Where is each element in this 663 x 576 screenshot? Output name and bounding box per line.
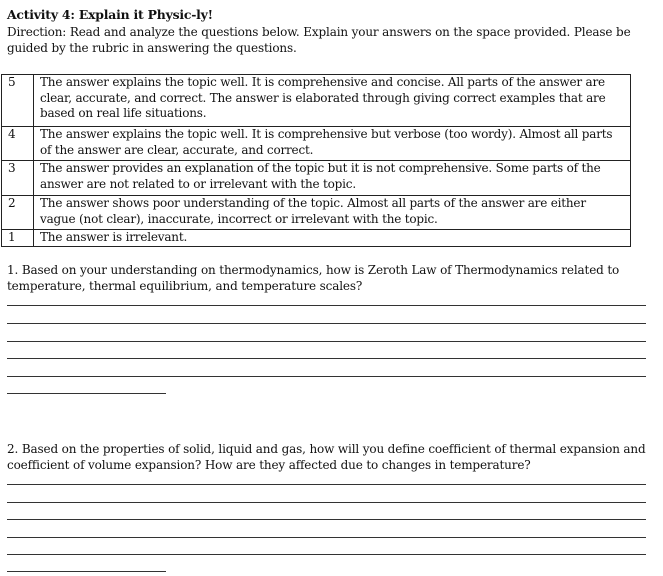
activity-title: Activity 4: Explain it Physic-ly!	[7, 7, 213, 22]
rubric-table	[1, 74, 631, 247]
rubric-description: The answer is irrelevant.	[34, 230, 631, 247]
rubric-row	[2, 75, 631, 127]
rubric-row	[2, 230, 631, 247]
answer-line[interactable]	[7, 376, 646, 377]
activity-direction: Direction: Read and analyze the questions below. Explain your answers on the space provided. Please be guided by the rubric in answering the questions.	[7, 25, 631, 55]
rubric-score: 2	[2, 196, 34, 230]
rubric-score: 4	[2, 127, 34, 161]
question-1: 1. Based on your understanding on thermodynamics, how is Zeroth Law of Thermodynamics related to temperature, thermal equilibrium, and temperature scales?	[7, 263, 620, 293]
answer-line[interactable]	[7, 554, 646, 555]
answer-line[interactable]	[7, 393, 166, 394]
rubric-description: The answer shows poor understanding of the topic. Almost all parts of the answer are either vague (not clear), inaccurate, incorrect or irrelevant with the topic.	[34, 196, 631, 230]
answer-line[interactable]	[7, 358, 646, 359]
rubric-description: The answer provides an explanation of the topic but it is not comprehensive. Some parts of the answer are not related to or irrelevant with the topic.	[34, 161, 631, 196]
rubric-score: 3	[2, 161, 34, 196]
answer-line[interactable]	[7, 341, 646, 342]
rubric-description: The answer explains the topic well. It is comprehensive and concise. All parts of the answer are clear, accurate, and correct. The answer is elaborated through giving correct examples that are based on real life situations.	[34, 75, 631, 127]
rubric-row	[2, 196, 631, 230]
answer-line[interactable]	[7, 484, 646, 485]
rubric-description: The answer explains the topic well. It is comprehensive but verbose (too wordy). Almost all parts of the answer are clear, accurate, and correct.	[34, 127, 631, 161]
rubric-row	[2, 127, 631, 161]
rubric-row	[2, 161, 631, 196]
question-2: 2. Based on the properties of solid, liquid and gas, how will you define coefficient of thermal expansion and coefficient of volume expansion? How are they affected due to changes in temperature?	[7, 442, 646, 472]
answer-line[interactable]	[7, 305, 646, 306]
answer-line[interactable]	[7, 519, 646, 520]
answer-line[interactable]	[7, 537, 646, 538]
rubric-score: 5	[2, 75, 34, 127]
answer-line[interactable]	[7, 323, 646, 324]
rubric-score: 1	[2, 230, 34, 247]
answer-line[interactable]	[7, 571, 166, 572]
answer-line[interactable]	[7, 502, 646, 503]
